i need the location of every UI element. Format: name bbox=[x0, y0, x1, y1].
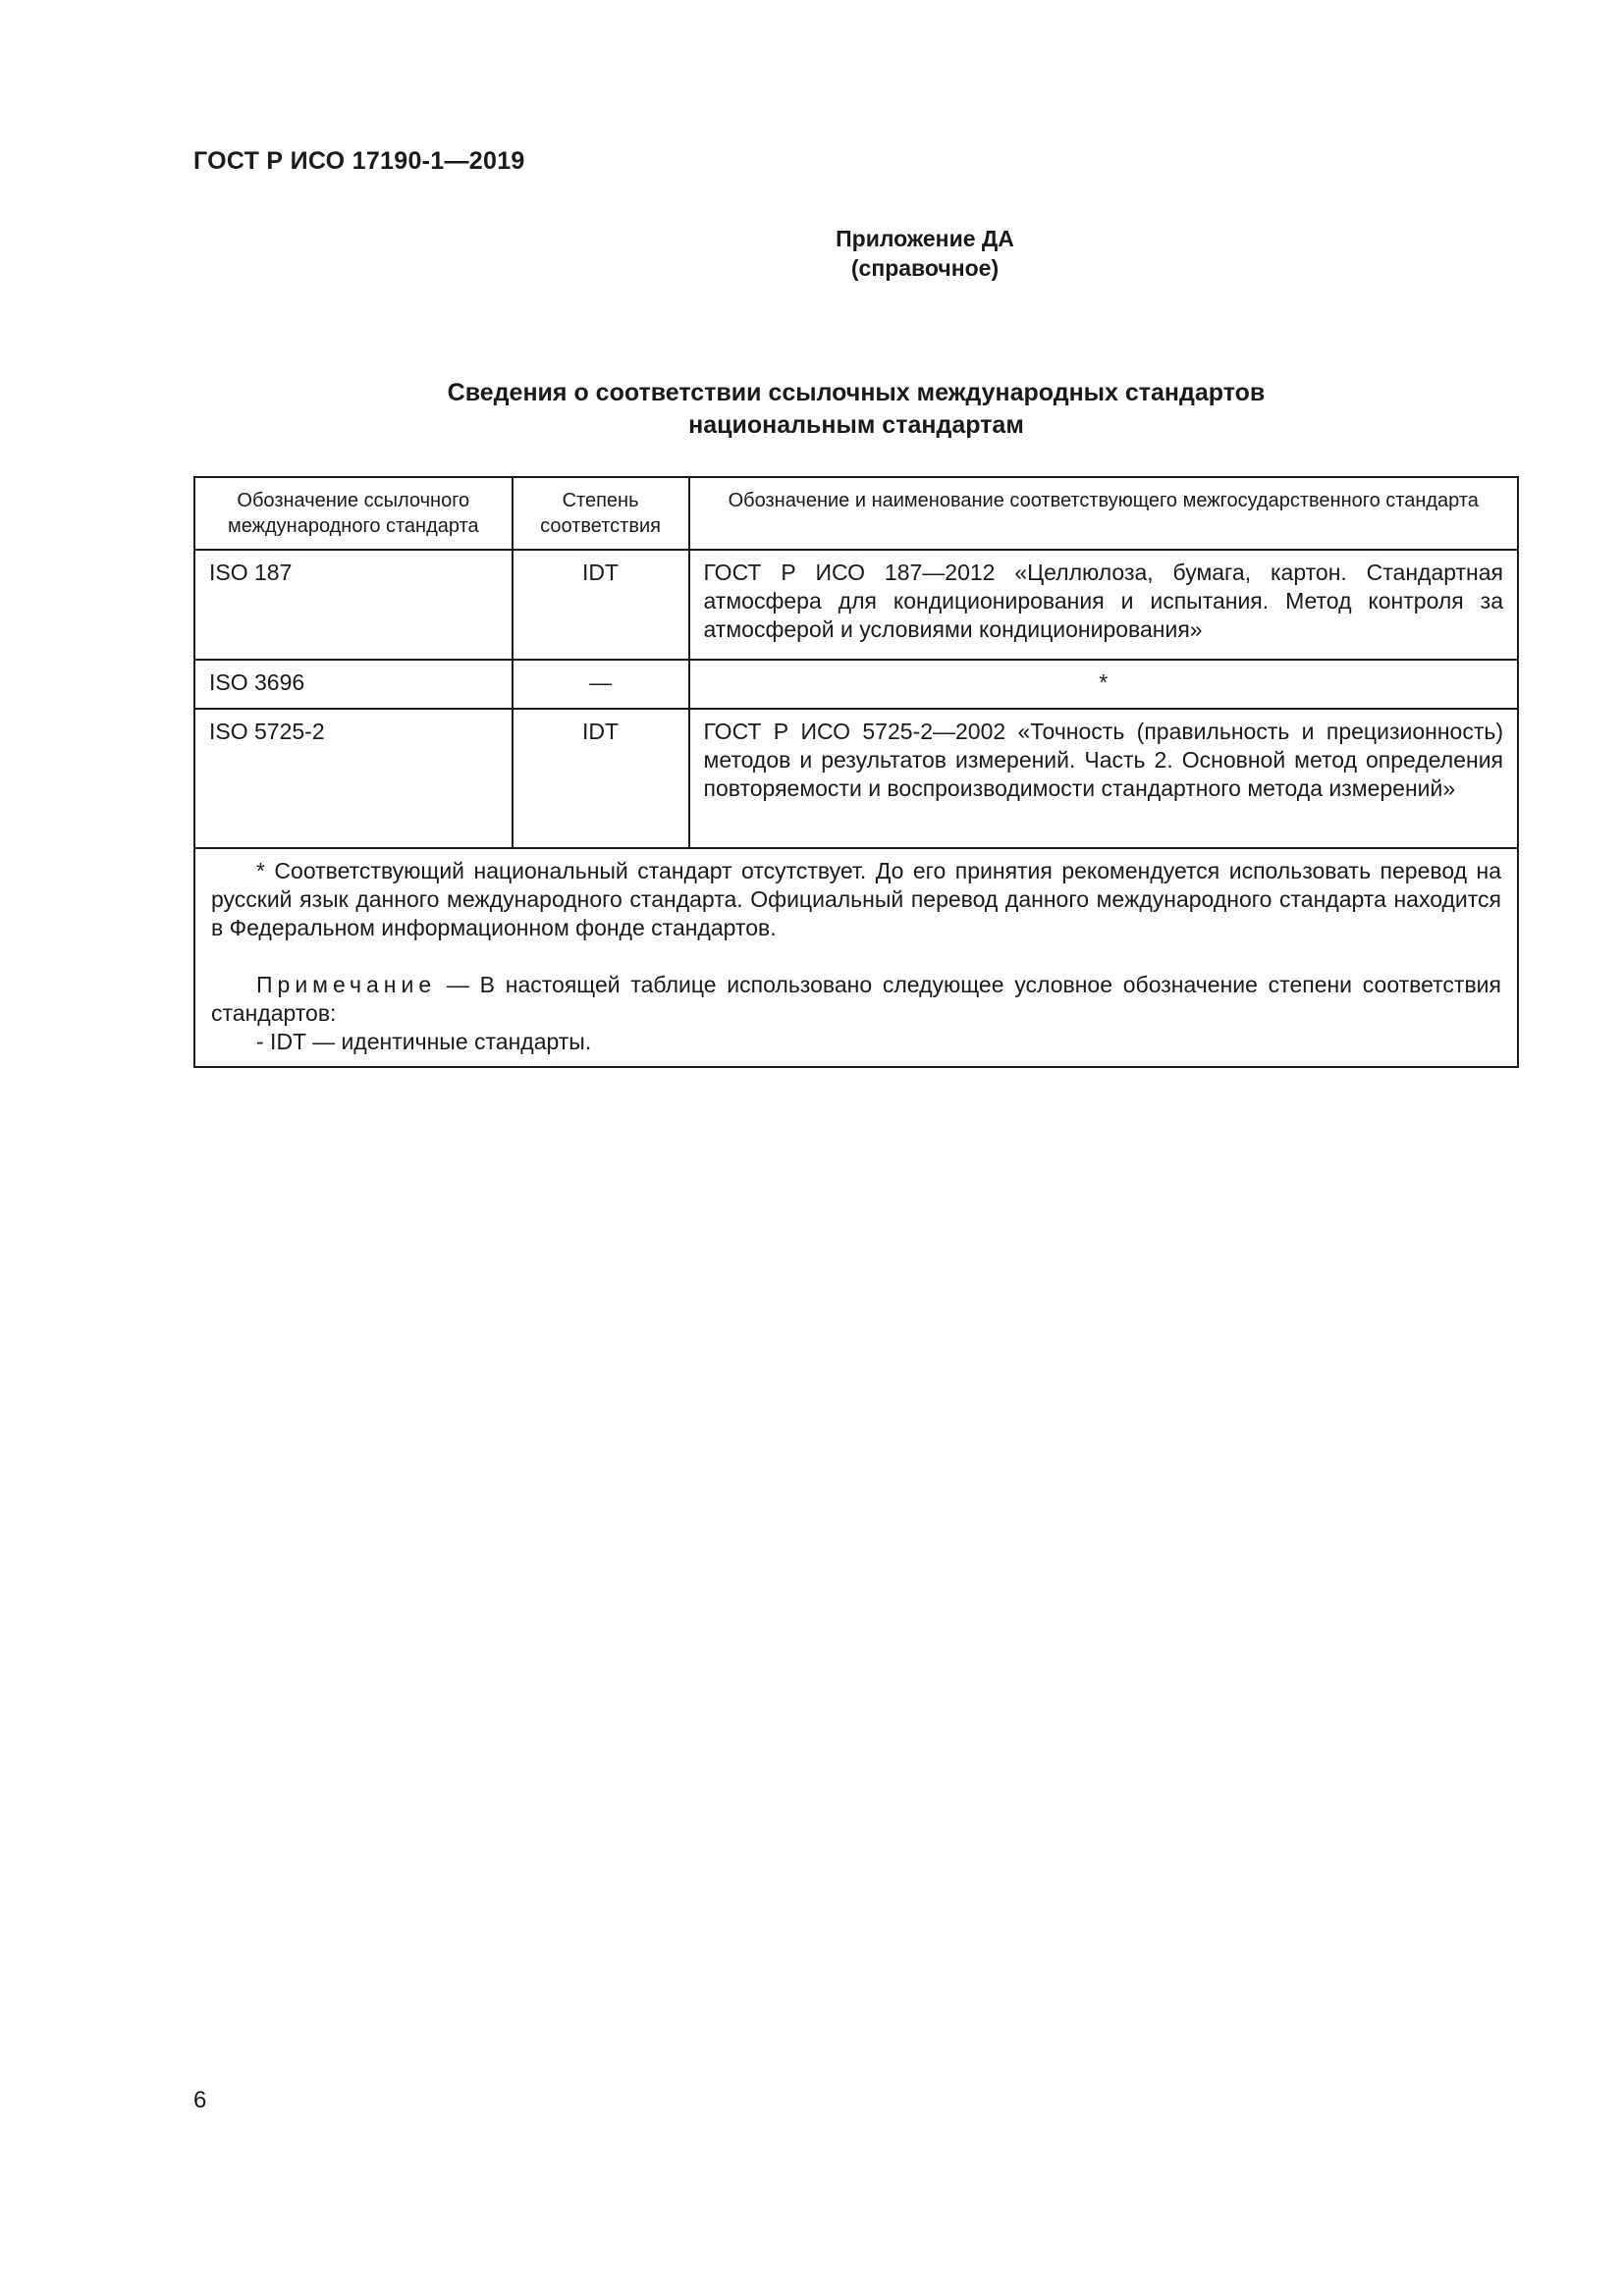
table-row bbox=[194, 709, 1518, 848]
table-footnote: * Соответствующий национальный стандарт отсутствует. До его принятия рекомендуется использовать перевод на русский язык данного международного стандарта. Официальный перевод данного международного стандарта находится в Федеральном информационном фонде стандартов. bbox=[211, 858, 1501, 940]
appendix-label: Приложение ДА bbox=[836, 226, 1014, 251]
title-line-1: Сведения о соответствии ссылочных международных стандартов bbox=[447, 379, 1266, 406]
appendix-heading bbox=[0, 224, 1624, 283]
cell-description: ГОСТ Р ИСО 187—2012 «Целлюлоза, бумага, картон. Стандартная атмосфера для кондиционирования и испытания. Метод контроля за атмосферой и условиями кондиционирования» bbox=[689, 550, 1518, 660]
page-title bbox=[193, 377, 1519, 442]
table-header-row bbox=[194, 477, 1518, 550]
table-note bbox=[211, 971, 1501, 1028]
cell-description: * bbox=[689, 660, 1518, 709]
cell-code: ISO 5725-2 bbox=[194, 709, 513, 848]
cell-degree: IDT bbox=[513, 709, 689, 848]
cell-code: ISO 187 bbox=[194, 550, 513, 660]
correspondence-table bbox=[193, 476, 1519, 1068]
page-number: 6 bbox=[193, 2087, 207, 2113]
cell-description: ГОСТ Р ИСО 5725-2—2002 «Точность (правильность и прецизионность) методов и результатов измерений. Часть 2. Основной метод определения повторяемости и воспроизводимости стандартного метода измерений» bbox=[689, 709, 1518, 848]
note-label: Примечание bbox=[256, 972, 437, 997]
table-row bbox=[194, 660, 1518, 709]
cell-degree: — bbox=[513, 660, 689, 709]
header-reference-standard: Обозначение ссылочного международного стандарта bbox=[194, 477, 513, 550]
note-text: — В настоящей таблице использовано следующее условное обозначение степени соответствия стандартов: bbox=[211, 972, 1501, 1026]
table-notes-row bbox=[194, 848, 1518, 1067]
cell-degree: IDT bbox=[513, 550, 689, 660]
table-row bbox=[194, 550, 1518, 660]
header-national-standard: Обозначение и наименование соответствующего межгосударственного стандарта bbox=[689, 477, 1518, 550]
note-list-item: - IDT — идентичные стандарты. bbox=[256, 1029, 592, 1054]
title-line-2: национальным стандартам bbox=[688, 411, 1024, 439]
appendix-type: (справочное) bbox=[850, 255, 1000, 281]
header-degree: Степень соответствия bbox=[513, 477, 689, 550]
table-notes bbox=[194, 848, 1518, 1067]
cell-code: ISO 3696 bbox=[194, 660, 513, 709]
document-code: ГОСТ Р ИСО 17190-1—2019 bbox=[193, 147, 525, 175]
